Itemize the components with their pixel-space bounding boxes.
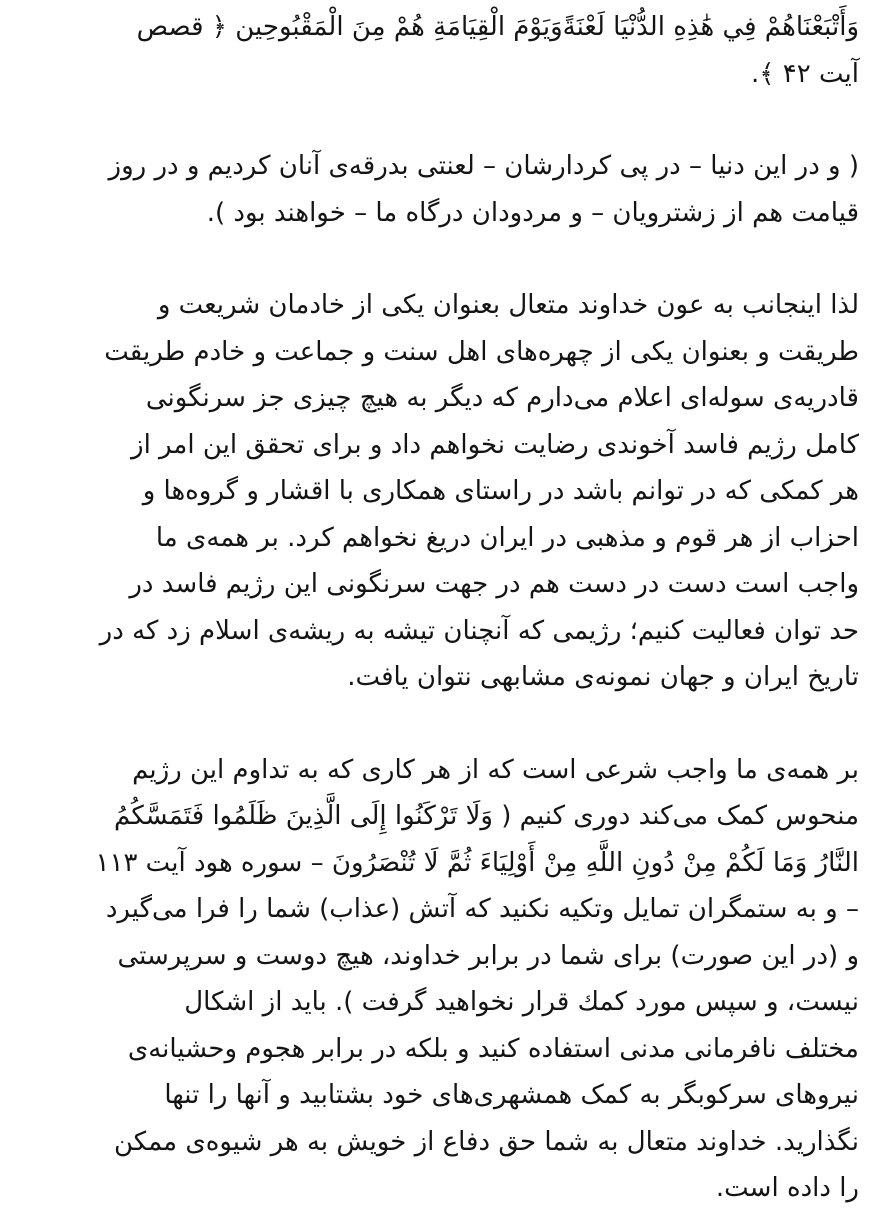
declaration-paragraph: لذا اینجانب به عون خداوند متعال بعنوان یکی از خادمان شریعت و طریقت و بعنوان یکی از چهره‌های اهل سنت و جماعت و خادم طریقت قادریه‌ی سوله‌ای اعلام می‌دارم که دیگر به هیچ چیزی جز سرنگونی کامل رژیم فاسد آخوندی رضایت نخواهم داد و برای تحقق این امر از هر کمکی که در توانم باشد در راستای همکاری با اقشار و گروه‌ها و احزاب از هر قوم و مذهبی در ایران دریغ نخواهم کرد. بر همه‌ی ما واجب است دست در دست هم در جهت سرنگونی این رژیم فاسد در حد توان فعالیت کنیم؛ رژیمی که آنچنان تیشه به ریشه‌ی اسلام زد که در تاریخ ایران و جهان نمونه‌ی مشابهی نتوان یافت.: [99, 290, 859, 692]
quran-verse-paragraph: وَأَتْبَعْنَاهُمْ فِي هَٰذِهِ الدُّنْيَا لَعْنَةًوَيَوْمَ الْقِيَامَةِ هُمْ مِنَ الْمَقْبُوحِين ﴿ قصص آیت ۴۲ ﴾.: [136, 12, 859, 89]
verse-translation-paragraph: ( و در این دنیا – در پی کردارشان – لعنتی بدرقه‌ی آنان کردیم و در روز قیامت هم از زشترویان – و مردودان درگاه ما – خواهند بود ).: [108, 151, 859, 228]
religious-duty-paragraph: بر همه‌ی ما واجب شرعی است که از هر کاری که به تداوم این رژیم منحوس کمک می‌کند دوری کنیم ( وَلَا تَرْكَنُوا إِلَى الَّذِينَ ظَلَمُوا فَتَمَسَّكُمُ النَّارُ وَمَا لَكُمْ مِنْ دُونِ اللَّهِ مِنْ أَوْلِيَاءَ ثُمَّ لَا تُنْصَرُونَ – سوره هود آیت ۱۱۳ – و به ستمگران تمایل وتکیه نکنید که آتش (عذاب) شما را فرا می‌گیرد و (در این صورت) برای شما در برابر خداوند، هیچ دوست و سرپرستی نیست، و سپس مورد کمك قرار نخواهید گرفت ). باید از اشکال مختلف نافرمانی مدنی استفاده کنید و بلکه در برابر هجوم وحشیانه‌ی نیروهای سرکوبگر به کمک همشهری‌های خود بشتابید و آنها را تنها نگذارید. خداوند متعال به شما حق دفاع از خویش به هر شیوه‌ی ممکن را داده است.: [95, 754, 859, 1203]
